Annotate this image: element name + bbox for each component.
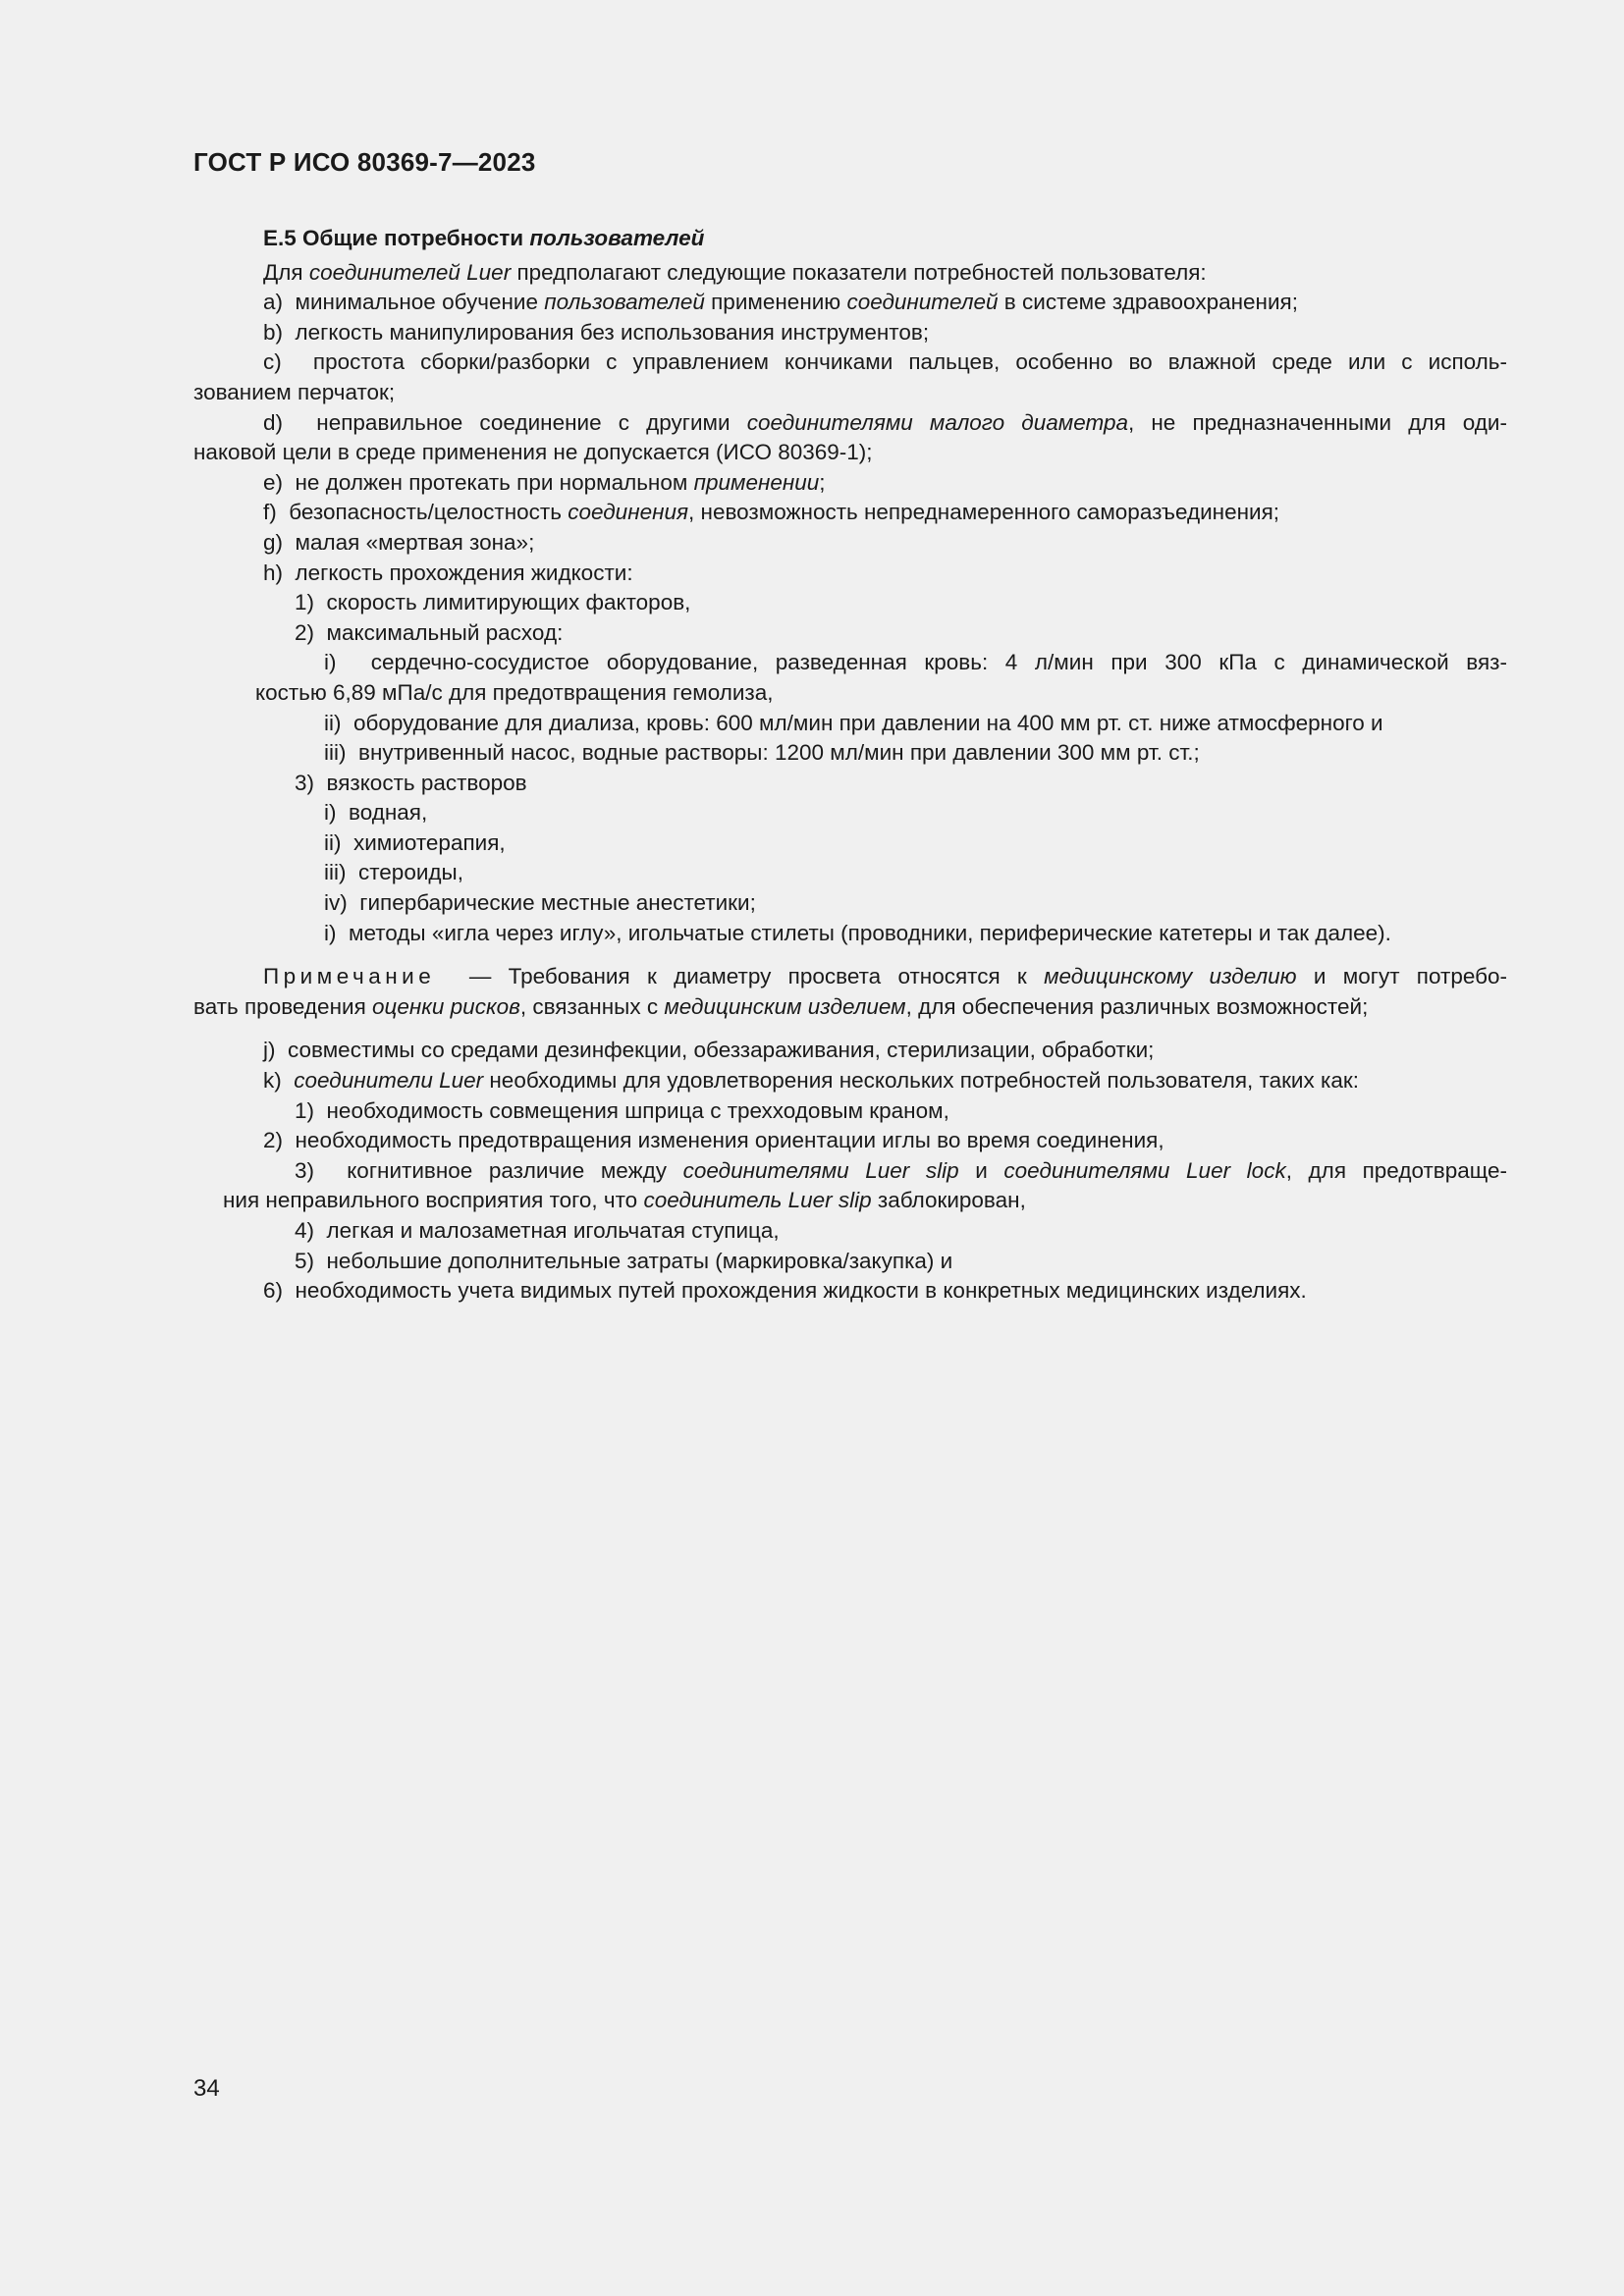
section-title-italic: пользователей (529, 226, 705, 250)
text-run: ния неправильного восприятия того, что (223, 1188, 644, 1213)
text-run: h) легкость прохождения жидкости: (263, 560, 633, 585)
text-line (193, 1096, 1507, 1127)
text-run: 3) вязкость растворов (295, 770, 527, 795)
paragraph-list (193, 258, 1507, 1307)
italic-term: применении (693, 469, 820, 495)
text-run: 1) необходимость совмещения шприца с трехходовым краном, (295, 1097, 949, 1123)
text-line (193, 648, 1507, 678)
text-run: iv) гипербарические местные анестетики; (324, 890, 756, 916)
text-line (193, 1036, 1507, 1066)
text-line (193, 528, 1507, 559)
italic-term: соединители Luer (294, 1068, 484, 1094)
text-run: Для (263, 259, 309, 285)
italic-term: соединителями Luer lock (1003, 1157, 1286, 1183)
text-line (193, 288, 1507, 318)
text-run: в системе здравоохранения; (998, 290, 1298, 315)
text-run: e) не должен протекать при нормальном (263, 469, 694, 495)
text-line (193, 1276, 1507, 1307)
section-heading (193, 224, 1507, 254)
text-run: iii) стероиды, (324, 860, 463, 885)
text-run: , невозможность непреднамеренного саморазъединения; (688, 500, 1280, 525)
text-run: 5) небольшие дополнительные затраты (маркировка/закупка) и (295, 1248, 953, 1273)
text-run: a) минимальное обучение (263, 290, 545, 315)
italic-term: оценки рисков (372, 993, 520, 1019)
page-number: 34 (193, 2075, 220, 2102)
text-line (193, 1186, 1507, 1216)
italic-term: соединителями малого диаметра (746, 409, 1128, 435)
text-line (193, 769, 1507, 799)
text-run: — Требования к диаметру просвета относятся к (435, 964, 1045, 989)
text-run: 1) скорость лимитирующих факторов, (295, 590, 691, 615)
text-run: наковой цели в среде применения не допускается (ИСО 80369-1); (193, 440, 873, 465)
text-line (193, 992, 1507, 1023)
text-line (193, 318, 1507, 348)
text-line (193, 378, 1507, 408)
text-line (193, 1247, 1507, 1277)
text-line (193, 828, 1507, 859)
text-line (193, 618, 1507, 649)
text-run: и могут потребо- (1296, 964, 1507, 989)
text-run: 4) легкая и малозаметная игольчатая ступица, (295, 1218, 780, 1243)
text-line (193, 1066, 1507, 1096)
italic-term: соединителей (846, 290, 999, 315)
text-run: j) совместимы со средами дезинфекции, обеззараживания, стерилизации, обработки; (263, 1038, 1155, 1063)
text-line (193, 498, 1507, 528)
text-line (193, 888, 1507, 919)
text-run: 2) максимальный расход: (295, 619, 564, 645)
text-run: k) (263, 1068, 295, 1094)
text-run: , для обеспечения различных возможностей; (905, 993, 1369, 1019)
italic-term: пользователей (544, 290, 705, 315)
italic-term: соединитель Luer slip (643, 1188, 872, 1213)
text-run: , не предназначенными для оди- (1127, 409, 1507, 435)
text-run: и (958, 1157, 1004, 1183)
text-line (193, 1216, 1507, 1247)
text-run: d) неправильное соединение с другими (263, 409, 747, 435)
text-run: ; (819, 469, 826, 495)
text-run: применению (704, 290, 847, 315)
text-line (193, 468, 1507, 499)
text-run: ii) химиотерапия, (324, 829, 506, 855)
text-line (193, 962, 1507, 992)
text-run: i) сердечно-сосудистое оборудование, разведенная кровь: 4 л/мин при 300 кПа с динамической вяз- (324, 650, 1507, 675)
italic-term: соединителей Luer (308, 259, 512, 285)
text-line (193, 408, 1507, 439)
text-line (193, 798, 1507, 828)
text-run: 2) необходимость предотвращения изменения ориентации иглы во время соединения, (263, 1128, 1164, 1153)
italic-term: медицинским изделием (664, 993, 906, 1019)
section-number: Е.5 (263, 226, 297, 250)
text-run: заблокирован, (871, 1188, 1026, 1213)
text-line (193, 858, 1507, 888)
section-title-text: Общие потребности (302, 226, 524, 250)
document-header: ГОСТ Р ИСО 80369-7—2023 (193, 147, 536, 177)
text-run: , для предотвраще- (1285, 1157, 1508, 1183)
text-line (193, 678, 1507, 709)
text-run: вать проведения (193, 993, 372, 1019)
italic-term: медицинскому изделию (1044, 964, 1297, 989)
document-body (193, 224, 1507, 1307)
text-run: предполагают следующие показатели потребностей пользователя: (511, 259, 1207, 285)
note-label: Примечание (263, 964, 436, 989)
text-line (193, 1126, 1507, 1156)
text-run: c) простота сборки/разборки с управлением кончиками пальцев, особенно во влажной среде или с исполь- (263, 349, 1507, 375)
text-run: 3) когнитивное различие между (295, 1157, 683, 1183)
text-run: зованием перчаток; (193, 379, 396, 404)
text-run: , связанных с (519, 993, 665, 1019)
text-line (193, 709, 1507, 739)
text-run: ii) оборудование для диализа, кровь: 600 мл/мин при давлении на 400 мм рт. ст. ниже атмосферного и (324, 710, 1383, 735)
text-run: i) водная, (324, 800, 428, 826)
text-run: g) малая «мертвая зона»; (263, 529, 535, 555)
text-line (193, 919, 1507, 949)
text-run: 6) необходимость учета видимых путей прохождения жидкости в конкретных медицинских изделиях. (263, 1278, 1307, 1304)
text-line (193, 559, 1507, 589)
text-run: f) безопасность/целостность (263, 500, 568, 525)
text-run: iii) внутривенный насос, водные растворы: 1200 мл/мин при давлении 300 мм рт. ст.; (324, 740, 1200, 766)
text-line (193, 588, 1507, 618)
italic-term: соединения (568, 500, 689, 525)
italic-term: соединителями Luer slip (682, 1157, 959, 1183)
text-line (193, 1156, 1507, 1187)
text-line (193, 438, 1507, 468)
text-line (193, 347, 1507, 378)
text-run: b) легкость манипулирования без использования инструментов; (263, 319, 930, 345)
text-line (193, 738, 1507, 769)
text-run: необходимы для удовлетворения нескольких потребностей пользователя, таких как: (483, 1068, 1359, 1094)
text-line (193, 258, 1507, 289)
text-run: i) методы «игла через иглу», игольчатые стилеты (проводники, периферические катетеры и так далее). (324, 920, 1391, 945)
text-run: костью 6,89 мПа/с для предотвращения гемолиза, (255, 679, 774, 705)
